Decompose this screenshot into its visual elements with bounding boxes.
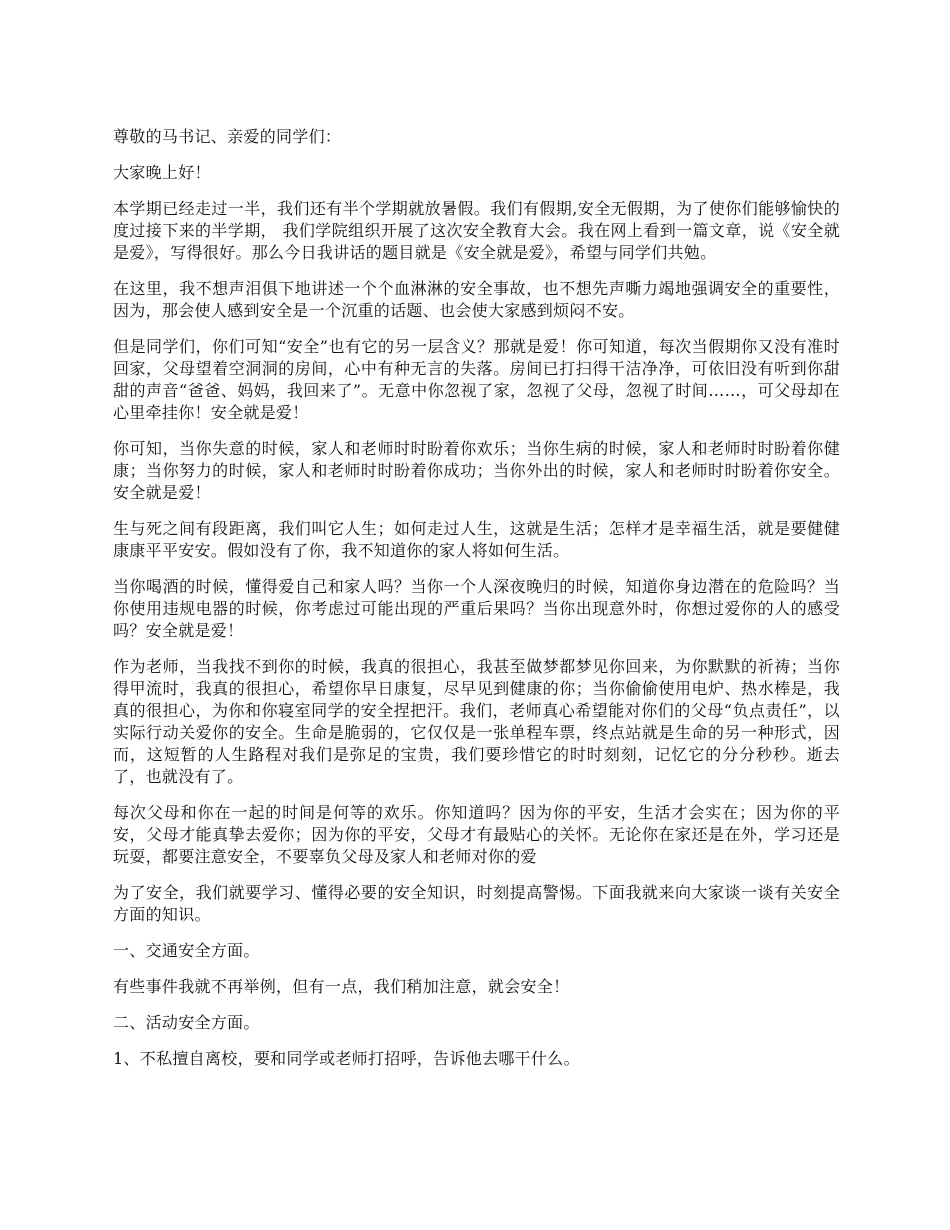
paragraph-context: 在这里，我不想声泪俱下地讲述一个个血淋淋的安全事故，也不想先声嘶力竭地强调安全的重要性，因为，那会使人感到安全是一个沉重的话题、也会使大家感到烦闷不安。 xyxy=(113,279,840,320)
paragraph-family-hopes: 你可知，当你失意的时候，家人和老师时时盼着你欢乐；当你生病的时候，家人和老师时时盼着你健康；当你努力的时候，家人和老师时时盼着你成功；当你外出的时候，家人和老师时时盼着你安全。安全就是爱！ xyxy=(113,439,840,502)
paragraph-knowledge: 为了安全，我们就要学习、懂得必要的安全知识，时刻提高警惕。下面我就来向大家谈一谈有关安全方面的知识。 xyxy=(113,883,840,924)
paragraph-safety-meaning: 但是同学们，你们可知“安全”也有它的另一层含义？那就是爱！你可知道，每次当假期你又没有准时回家，父母望着空洞洞的房间，心中有种无言的失落。房间已打扫得干洁净净，可依旧没有听到你甜甜的声音“爸爸、妈妈，我回来了”。无意中你忽视了家，忽视了父母，忽视了时间……，可父母却在心里牵挂你！安全就是爱！ xyxy=(113,337,840,422)
list-item-1: 1、不私擅自离校，要和同学或老师打招呼，告诉他去哪干什么。 xyxy=(113,1049,580,1068)
paragraph-life: 生与死之间有段距离，我们叫它人生；如何走过人生，这就是生活；怎样才是幸福生活，就是要健健康康平平安安。假如没有了你，我不知道你的家人将如何生活。 xyxy=(113,519,840,560)
paragraph-intro: 本学期已经走过一半，我们还有半个学期就放暑假。我们有假期,安全无假期，为了使你们能够愉快的度过接下来的半学期， 我们学院组织开展了这次安全教育大会。我在网上看到一篇文章，说《安全就是爱》，写得很好。那么今日我讲话的题目就是《安全就是爱》，希望与同学们共勉。 xyxy=(113,199,840,262)
salutation: 尊敬的马书记、亲爱的同学们： xyxy=(113,127,342,146)
heading-traffic-safety: 一、交通安全方面。 xyxy=(113,941,260,960)
paragraph-teacher: 作为老师，当我找不到你的时候，我真的很担心，我甚至做梦都梦见你回来，为你默默的祈祷；当你得甲流时，我真的很担心，希望你早日康复，尽早见到健康的你；当你偷偷使用电炉、热水棒是，我真的很担心，为你和你寝室同学的安全捏把汗。我们，老师真心希望能对你们的父母“负点责任”，以实际行动关爱你的安全。生命是脆弱的，它仅仅是一张单程车票，终点站就是生命的另一种形式，因而，这短暂的人生路程对我们是弥足的宝贵，我们要珍惜它的时时刻刻，记忆它的分分秒秒。逝去了，也就没有了。 xyxy=(113,657,840,786)
greeting: 大家晚上好！ xyxy=(113,163,211,182)
paragraph-traffic: 有些事件我就不再举例，但有一点，我们稍加注意，就会安全！ xyxy=(113,977,570,996)
document-body xyxy=(113,126,840,1084)
paragraph-dangers: 当你喝酒的时候，懂得爱自己和家人吗？当你一个人深夜晚归的时候，知道你身边潜在的危险吗？当你使用违规电器的时候，你考虑过可能出现的严重后果吗？当你出现意外时，你想过爱你的人的感受吗？安全就是爱！ xyxy=(113,577,840,640)
heading-activity-safety: 二、活动安全方面。 xyxy=(113,1013,260,1032)
paragraph-parents: 每次父母和你在一起的时间是何等的欢乐。你知道吗？因为你的平安，生活才会实在；因为你的平安，父母才能真挚去爱你；因为你的平安，父母才有最贴心的关怀。无论你在家还是在外，学习还是玩耍，都要注意安全，不要辜负父母及家人和老师对你的爱 xyxy=(113,803,840,866)
